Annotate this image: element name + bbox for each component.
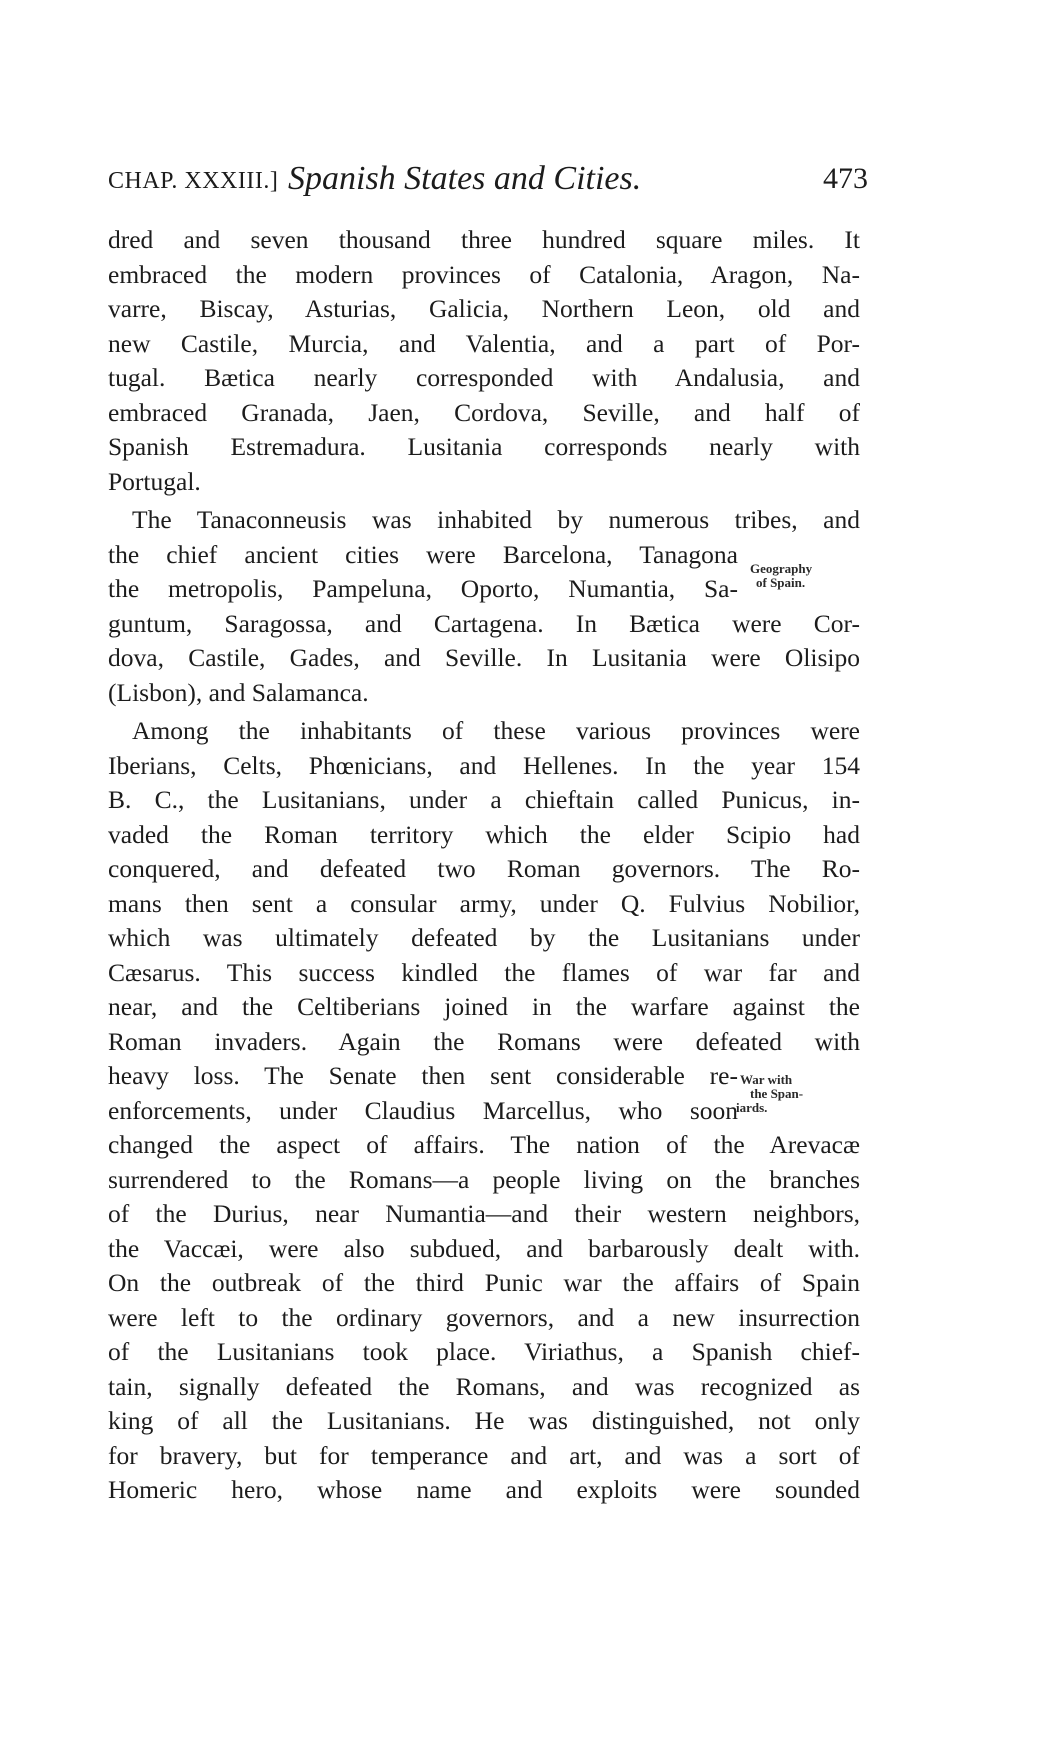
text-line: Homeric hero, whose name and exploits were sounded	[108, 1475, 860, 1504]
side-note-line: Geography	[750, 561, 813, 576]
text-line: Cæsarus. This success kindled the flames of war far and	[108, 957, 860, 987]
text-line: embraced Granada, Jaen, Cordova, Seville, and half of	[108, 397, 860, 427]
text-line: the Vaccæi, were also subdued, and barbarously dealt with.	[108, 1233, 860, 1263]
paragraph	[108, 223, 860, 499]
running-head	[108, 160, 868, 204]
text-line: king of all the Lusitanians. He was distinguished, not only	[108, 1406, 860, 1435]
text-line: varre, Biscay, Asturias, Galicia, Northern Leon, old and	[108, 294, 860, 323]
text-line: enforcements, under Claudius Marcellus, who soon	[108, 1095, 738, 1125]
text-line: B. C., the Lusitanians, under a chieftain called Punicus, in-	[108, 785, 860, 814]
side-note-line: War with	[740, 1072, 793, 1087]
text-line: near, and the Celtiberians joined in the warfare against the	[108, 992, 860, 1021]
text-line: dova, Castile, Gades, and Seville. In Lusitania were Olisipo	[108, 643, 860, 672]
side-note-war	[736, 1073, 826, 1115]
text-line: changed the aspect of affairs. The nation of the Arevacæ	[108, 1130, 860, 1159]
text-line: the metropolis, Pampeluna, Oporto, Numantia, Sa-	[108, 574, 738, 603]
text-line: were left to the ordinary governors, and a new insurrection	[108, 1302, 860, 1332]
text-line: conquered, and defeated two Roman governors. The Ro-	[108, 854, 860, 883]
paragraph	[108, 503, 860, 710]
text-line: Portugal.	[108, 466, 201, 496]
text-line: embraced the modern provinces of Catalonia, Aragon, Na-	[108, 259, 860, 289]
text-line: dred and seven thousand three hundred square miles. It	[108, 225, 860, 254]
page-number: 473	[823, 162, 868, 195]
text-line: Iberians, Celts, Phœnicians, and Hellenes. In the year 154	[108, 750, 860, 780]
text-line: vaded the Roman territory which the elder Scipio had	[108, 819, 860, 849]
text-line: of the Durius, near Numantia—and their western neighbors,	[108, 1199, 860, 1228]
text-line: guntum, Saragossa, and Cartagena. In Bætica were Cor-	[108, 608, 860, 638]
text-line: tugal. Bætica nearly corresponded with Andalusia, and	[108, 363, 860, 392]
text-line: Spanish Estremadura. Lusitania corresponds nearly with	[108, 432, 860, 461]
text-line: On the outbreak of the third Punic war the affairs of Spain	[108, 1268, 860, 1297]
text-line: (Lisbon), and Salamanca.	[108, 677, 369, 707]
text-line: heavy loss. The Senate then sent considerable re-	[108, 1061, 738, 1090]
text-line: new Castile, Murcia, and Valentia, and a part of Por-	[108, 328, 860, 358]
text-line: the chief ancient cities were Barcelona, Tanagona	[108, 539, 738, 569]
side-note-line: of Spain.	[756, 575, 806, 590]
text-line: surrendered to the Romans—a people living on the branches	[108, 1164, 860, 1194]
text-line: of the Lusitanians took place. Viriathus, a Spanish chief-	[108, 1337, 860, 1366]
page-title: Spanish States and Cities.	[288, 160, 642, 197]
text-line: Roman invaders. Again the Romans were defeated with	[108, 1026, 860, 1056]
text-line: The Tanaconneusis was inhabited by numerous tribes, and	[132, 505, 860, 534]
text-line: for bravery, but for temperance and art, and was a sort of	[108, 1440, 860, 1470]
text-line: Among the inhabitants of these various provinces were	[132, 716, 860, 745]
chapter-label: CHAP. XXXIII.]	[108, 168, 279, 194]
text-line: which was ultimately defeated by the Lusitanians under	[108, 923, 860, 952]
body-text	[108, 223, 860, 1508]
side-note-geography	[750, 562, 850, 590]
side-note-line: the Span-	[750, 1086, 804, 1101]
text-line: mans then sent a consular army, under Q. Fulvius Nobilior,	[108, 888, 860, 918]
text-line: tain, signally defeated the Romans, and was recognized as	[108, 1371, 860, 1401]
side-note-line: iards.	[736, 1100, 768, 1115]
